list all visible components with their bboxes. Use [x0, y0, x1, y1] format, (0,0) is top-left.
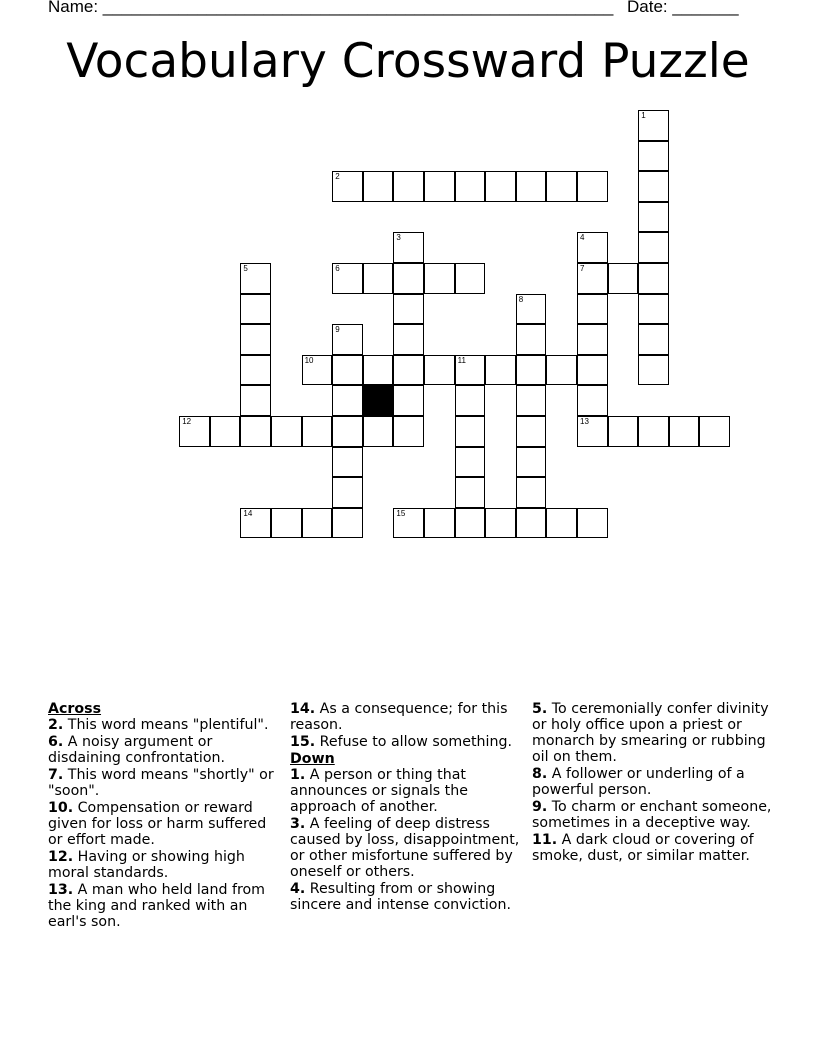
grid-cell[interactable] [516, 508, 547, 539]
grid-cell[interactable] [332, 324, 363, 355]
grid-cell[interactable] [455, 447, 486, 478]
clue-text: A dark cloud or covering of smoke, dust, or similar matter. [532, 832, 754, 864]
grid-cell[interactable] [240, 355, 271, 386]
grid-cell[interactable] [393, 232, 424, 263]
cell-number: 9 [335, 325, 340, 335]
grid-cell[interactable] [332, 355, 363, 386]
clue-text: To charm or enchant someone, sometimes in a deceptive way. [532, 799, 772, 831]
grid-cell[interactable] [455, 508, 486, 539]
grid-cell[interactable] [638, 202, 669, 233]
clue-item [48, 767, 284, 799]
clue-text: A follower or underling of a powerful person. [532, 766, 745, 798]
grid-cell[interactable] [363, 355, 394, 386]
grid-cell[interactable] [393, 355, 424, 386]
clue-item [290, 881, 526, 913]
grid-cell[interactable] [455, 416, 486, 447]
grid-cell[interactable] [638, 263, 669, 294]
grid-cell[interactable] [577, 232, 608, 263]
grid-cell[interactable] [638, 110, 669, 141]
clue-number: 5. [532, 701, 548, 717]
cell-number: 8 [518, 294, 524, 304]
grid-cell[interactable] [424, 171, 455, 202]
grid-cell[interactable] [516, 324, 547, 355]
cell-number: 10 [304, 355, 314, 365]
clue-text: Having or showing high moral standards. [48, 849, 245, 881]
grid-cell[interactable] [332, 416, 363, 447]
cell-number: 4 [580, 233, 585, 243]
grid-cell[interactable] [577, 355, 608, 386]
grid-cell[interactable] [577, 263, 608, 294]
clue-item [48, 800, 284, 848]
clue-item [48, 717, 284, 733]
cell-number: 2 [335, 172, 340, 182]
grid-cell[interactable] [638, 232, 669, 263]
grid-cell[interactable] [393, 385, 424, 416]
down-heading: Down [290, 751, 335, 767]
grid-cell[interactable] [516, 477, 547, 508]
grid-cell[interactable] [608, 263, 639, 294]
clue-item [532, 832, 772, 864]
grid-cell[interactable] [485, 355, 516, 386]
grid-cell[interactable] [577, 324, 608, 355]
grid-cell[interactable] [455, 263, 486, 294]
grid-cell[interactable] [240, 324, 271, 355]
clue-item [48, 734, 284, 766]
clue-number: 10. [48, 800, 74, 816]
grid-cell[interactable] [577, 385, 608, 416]
clue-number: 15. [290, 734, 316, 750]
grid-cell[interactable] [455, 385, 486, 416]
grid-cell[interactable] [546, 355, 577, 386]
date-field: Date: _______ [627, 0, 739, 16]
cell-number: 14 [243, 508, 253, 518]
grid-cell[interactable] [455, 477, 486, 508]
clue-text: Compensation or reward given for loss or harm suffered or effort made. [48, 800, 267, 848]
grid-cell[interactable] [302, 416, 333, 447]
clue-item [48, 882, 284, 930]
grid-cell[interactable] [577, 508, 608, 539]
grid-cell[interactable] [638, 355, 669, 386]
grid-cell[interactable] [638, 416, 669, 447]
grid-cell[interactable] [363, 416, 394, 447]
grid-cell[interactable] [669, 416, 700, 447]
clue-number: 12. [48, 849, 74, 865]
clue-item [290, 701, 526, 733]
grid-cell[interactable] [577, 416, 608, 447]
clue-item [290, 816, 526, 880]
clue-column-1 [48, 701, 284, 931]
clue-item [290, 734, 526, 750]
clue-number: 14. [290, 701, 316, 717]
grid-cell[interactable] [577, 171, 608, 202]
clue-text: This word means "plentiful". [63, 717, 269, 733]
grid-cell[interactable] [516, 385, 547, 416]
clue-number: 4. [290, 881, 306, 897]
grid-cell[interactable] [424, 508, 455, 539]
clue-number: 13. [48, 882, 74, 898]
grid-cell[interactable] [638, 324, 669, 355]
grid-cell[interactable] [271, 508, 302, 539]
grid-cell[interactable] [455, 171, 486, 202]
clue-number: 3. [290, 816, 306, 832]
clue-text: To ceremonially confer divinity or holy office upon a priest or monarch by smearing or rubbing oil on them. [532, 701, 769, 765]
grid-cell[interactable] [179, 416, 210, 447]
clue-text: A man who held land from the king and ranked with an earl's son. [48, 882, 266, 930]
clue-text: A person or thing that announces or signals the approach of another. [290, 767, 468, 815]
grid-cell[interactable] [363, 171, 394, 202]
grid-cell[interactable] [608, 416, 639, 447]
grid-cell[interactable] [455, 355, 486, 386]
grid-cell[interactable] [240, 294, 271, 325]
grid-cell[interactable] [332, 171, 363, 202]
clue-number: 6. [48, 734, 64, 750]
clue-item [532, 701, 772, 765]
black-cell [363, 385, 394, 416]
grid-cell[interactable] [546, 508, 577, 539]
grid-cell[interactable] [638, 171, 669, 202]
cell-number: 13 [580, 417, 589, 426]
grid-cell[interactable] [424, 355, 455, 386]
grid-cell[interactable] [424, 263, 455, 294]
clue-number: 7. [48, 767, 64, 783]
cell-number: 6 [335, 264, 340, 273]
grid-cell[interactable] [516, 171, 547, 202]
cell-number: 11 [457, 355, 466, 365]
grid-cell[interactable] [302, 508, 333, 539]
grid-cell[interactable] [546, 171, 577, 202]
grid-cell[interactable] [699, 416, 730, 447]
grid-cell[interactable] [393, 294, 424, 325]
clue-text: A noisy argument or disdaining confrontation. [48, 734, 226, 766]
grid-cell[interactable] [332, 477, 363, 508]
clue-number: 2. [48, 717, 64, 733]
grid-cell[interactable] [485, 508, 516, 539]
grid-cell[interactable] [393, 263, 424, 294]
clue-number: 8. [532, 766, 548, 782]
grid-cell[interactable] [516, 355, 547, 386]
clue-item [48, 849, 284, 881]
grid-cell[interactable] [516, 447, 547, 478]
grid-cell[interactable] [516, 416, 547, 447]
clue-item [532, 799, 772, 831]
clue-text: A feeling of deep distress caused by loss, disappointment, or other misfortune suffered by oneself or others. [290, 816, 520, 880]
clue-number: 9. [532, 799, 548, 815]
grid-cell[interactable] [210, 416, 241, 447]
grid-cell[interactable] [302, 355, 333, 386]
grid-cell[interactable] [332, 508, 363, 539]
grid-cell[interactable] [393, 508, 424, 539]
clue-text: As a consequence; for this reason. [290, 701, 508, 733]
clue-item [532, 766, 772, 798]
page-title: Vocabulary Crossward Puzzle [66, 34, 750, 89]
grid-cell[interactable] [393, 171, 424, 202]
across-heading: Across [48, 701, 102, 717]
grid-cell[interactable] [638, 294, 669, 325]
cell-number: 5 [243, 264, 248, 273]
clue-number: 11. [532, 832, 558, 848]
name-field: Name: ______________________________________________________ [48, 0, 614, 16]
clue-number: 1. [290, 767, 306, 783]
grid-cell[interactable] [485, 171, 516, 202]
grid-cell[interactable] [240, 385, 271, 416]
grid-cell[interactable] [332, 385, 363, 416]
grid-cell[interactable] [393, 416, 424, 447]
grid-cell[interactable] [240, 508, 271, 539]
clue-item [290, 767, 526, 815]
cell-number: 15 [396, 508, 406, 518]
grid-cell[interactable] [332, 447, 363, 478]
clue-text: Refuse to allow something. [315, 734, 512, 750]
clue-column-3 [532, 701, 772, 865]
clue-column-2 [290, 701, 526, 914]
cell-number: 7 [580, 264, 585, 273]
clue-text: Resulting from or showing sincere and intense conviction. [290, 881, 511, 913]
grid-cell[interactable] [363, 263, 394, 294]
cell-number: 12 [182, 417, 192, 426]
cell-number: 3 [396, 233, 401, 243]
clue-text: This word means "shortly" or "soon". [48, 767, 274, 799]
cell-number: 1 [641, 111, 646, 120]
grid-cell[interactable] [332, 263, 363, 294]
grid-cell[interactable] [516, 294, 547, 325]
grid-cell[interactable] [577, 294, 608, 325]
grid-cell[interactable] [393, 324, 424, 355]
grid-cell[interactable] [638, 141, 669, 172]
grid-cell[interactable] [240, 416, 271, 447]
grid-cell[interactable] [240, 263, 271, 294]
grid-cell[interactable] [271, 416, 302, 447]
